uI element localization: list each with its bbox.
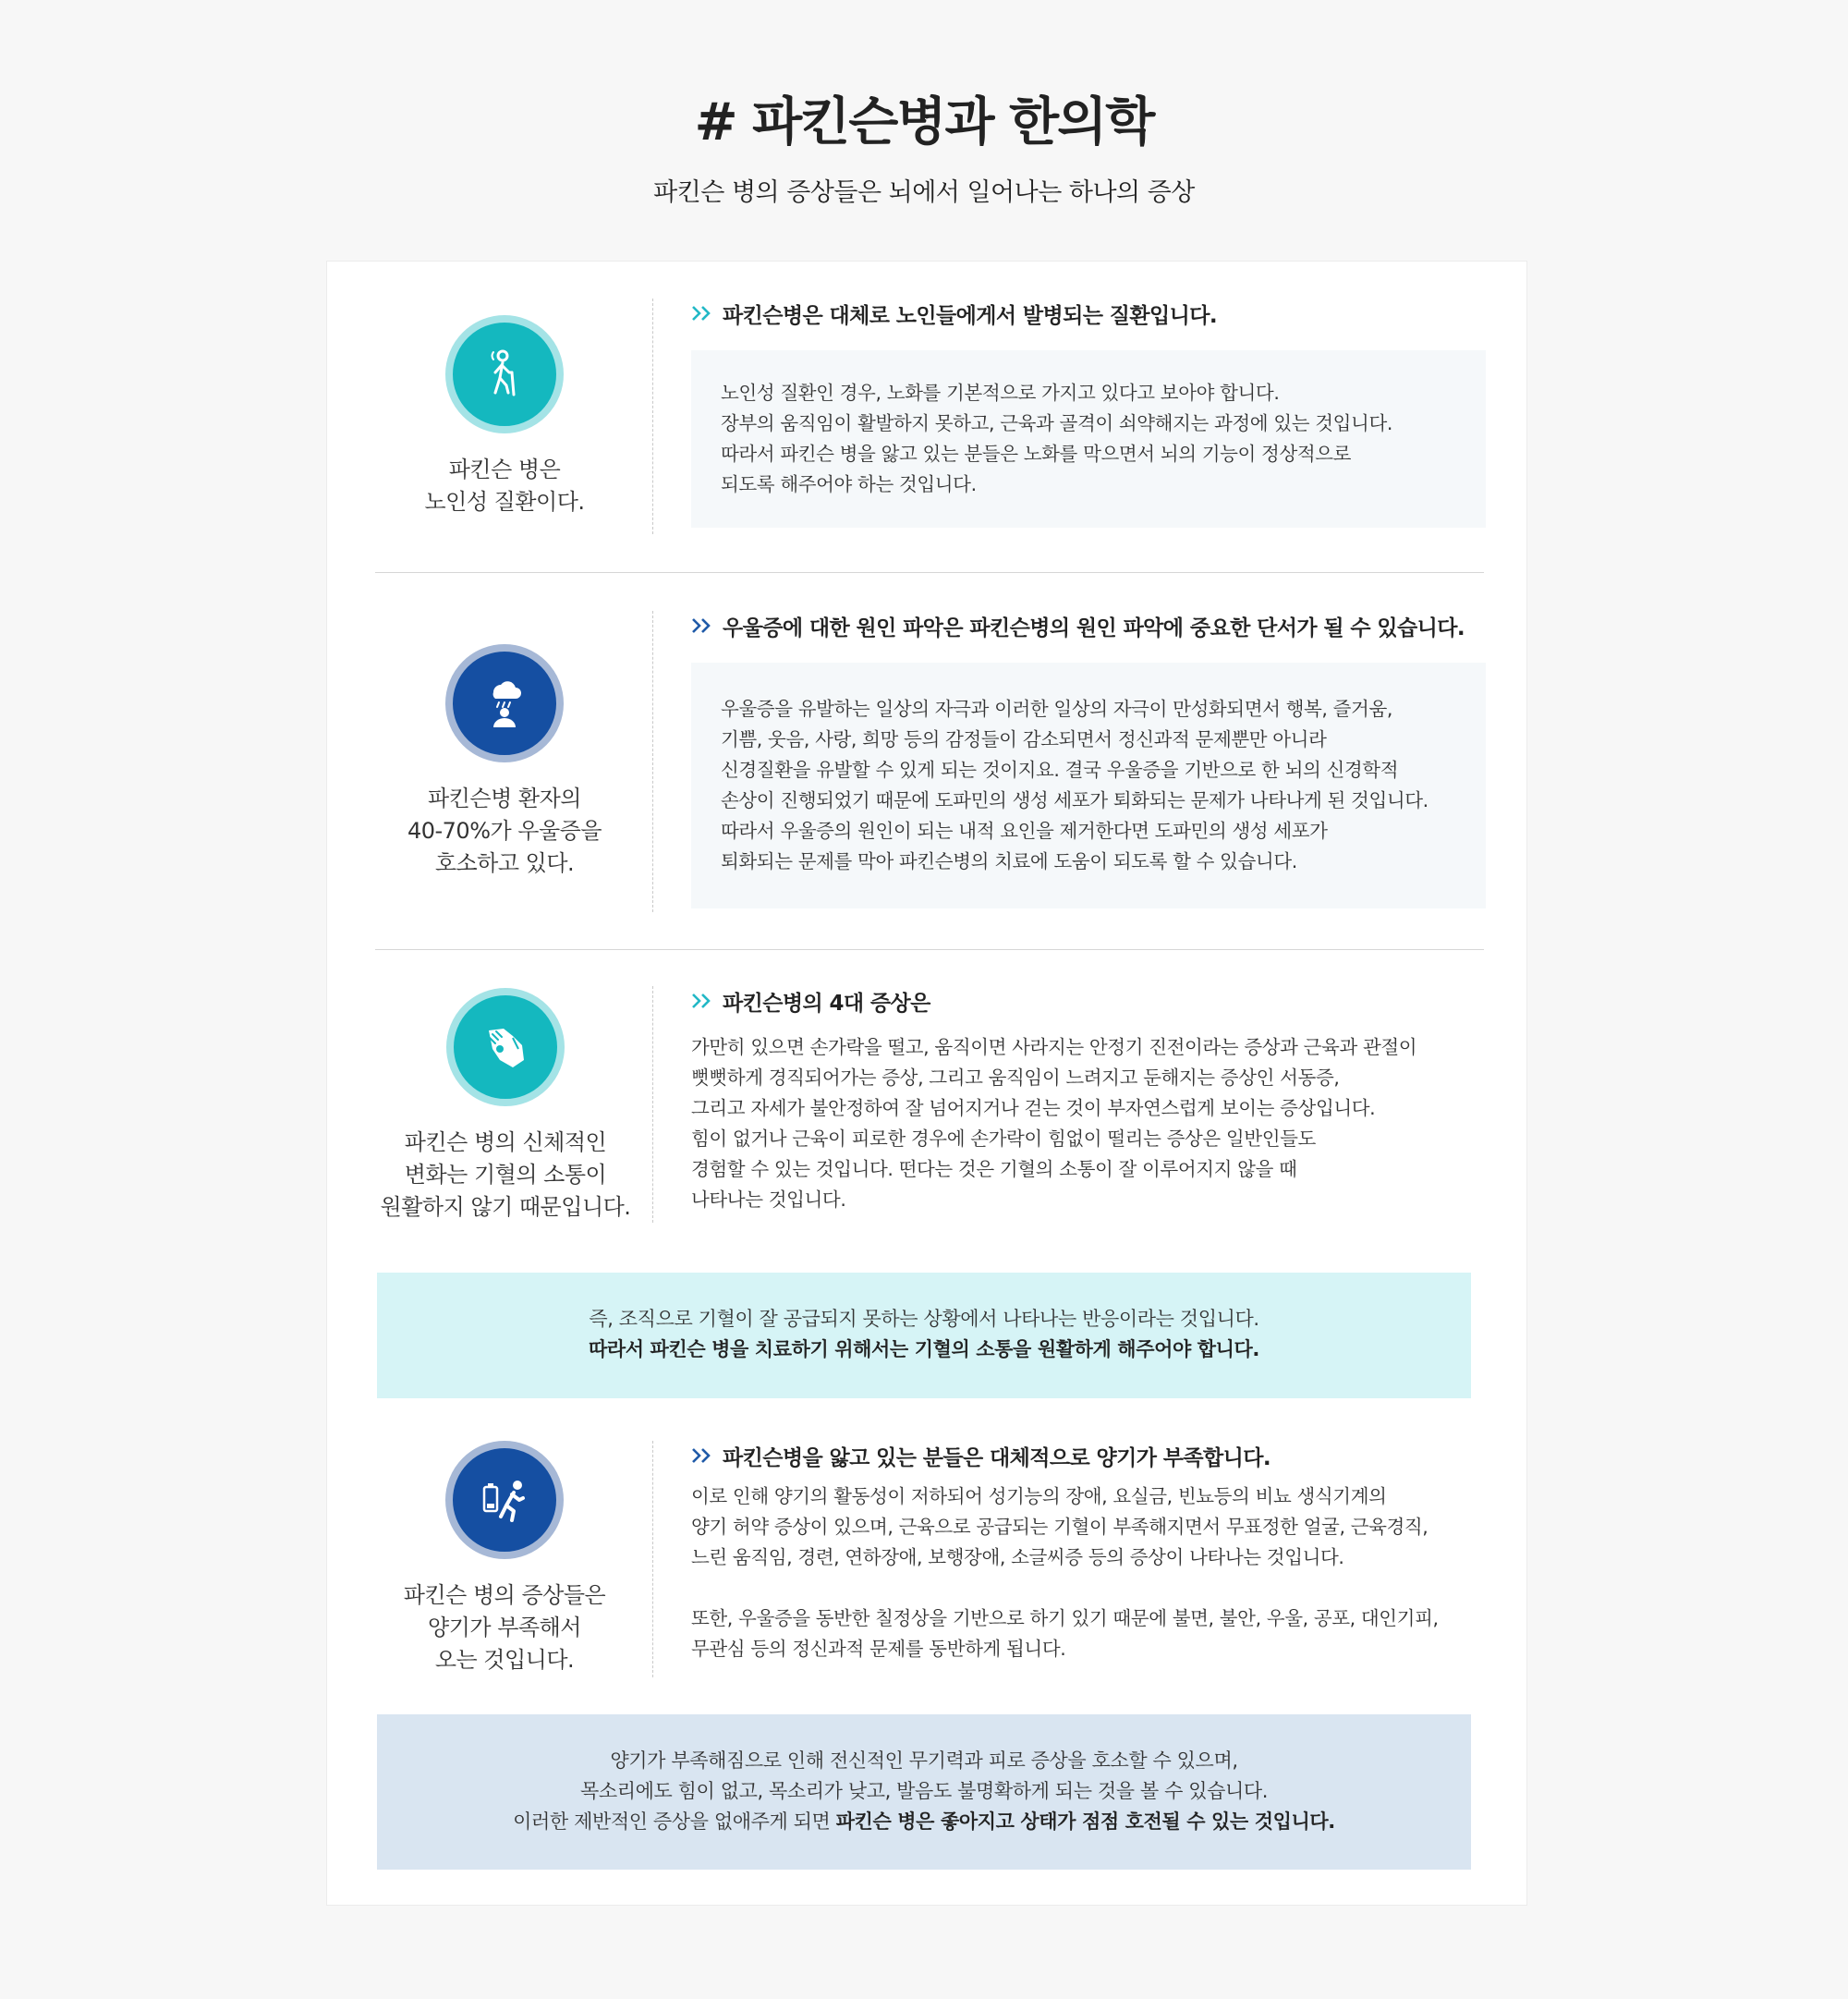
description-line: 따라서 우울증의 원인이 되는 내적 요인을 제거한다면 도파민의 생성 세포가: [721, 820, 1328, 842]
section-depression-heading: [691, 611, 1486, 640]
description-line: 양기 허약 증상이 있으며, 근육으로 공급되는 기혈이 부족해지면서 무표정한 얼굴, 근육경직,: [691, 1516, 1429, 1538]
divider-vertical: [652, 299, 653, 534]
page-subtitle: 파킨슨 병의 증상들은 뇌에서 일어나는 하나의 증상: [653, 178, 1195, 207]
double-chevron-icon: [691, 304, 713, 323]
section-yang-qi-heading: [691, 1441, 1486, 1470]
section-symptoms-heading: [691, 986, 1486, 1016]
section-aging-left: [375, 315, 634, 518]
section-yang-qi-left: [375, 1441, 634, 1676]
description-line: 노인성 질환인 경우, 노화를 기본적으로 가지고 있다고 보아야 합니다.: [721, 382, 1280, 404]
banner-line-mixed: [377, 1807, 1471, 1837]
section-yang-qi-description: [691, 1481, 1486, 1664]
description-line: 그리고 자세가 불안정하여 잘 넘어지거나 걷는 것이 부자연스럽게 보이는 증상입니다.: [691, 1097, 1376, 1119]
description-line: 손상이 진행되었기 때문에 도파민의 생성 세포가 퇴화되는 문제가 나타나게 된 것입니다.: [721, 789, 1429, 811]
description-line: 장부의 움직임이 활발하지 못하고, 근육과 골격이 쇠약해지는 과정에 있는 것입니다.: [721, 412, 1392, 434]
banner-line-bold: 파킨슨 병은 좋아지고 상태가 점점 호전될 수 있는 것입니다.: [835, 1810, 1335, 1833]
section-depression: [327, 611, 1528, 916]
section-symptoms-right: [691, 986, 1486, 1215]
section-yang-qi-label: 파킨슨 병의 증상들은 양기가 부족해서 오는 것입니다.: [403, 1582, 606, 1673]
description-line: 이로 인해 양기의 활동성이 저하되어 성기능의 장애, 요실금, 빈뇨등의 비뇨 생식기계의: [691, 1485, 1387, 1507]
description-line: 나타나는 것입니다.: [691, 1188, 846, 1211]
description-line: 신경질환을 유발할 수 있게 되는 것이지요. 결국 우울증을 기반으로 한 뇌의 신경학적: [721, 759, 1399, 781]
divider-vertical: [652, 1441, 653, 1677]
description-line: 뻣뻣하게 경직되어가는 증상, 그리고 움직임이 느려지고 둔해지는 증상인 서동증,: [691, 1067, 1340, 1089]
section-yang-qi-right: [691, 1441, 1486, 1664]
section-symptoms-description: [691, 1032, 1486, 1215]
double-chevron-icon: [691, 1446, 713, 1465]
section-depression-right: [691, 611, 1486, 908]
description-line: 경험할 수 있는 것입니다. 떤다는 것은 기혈의 소통이 잘 이루어지지 않을 때: [691, 1158, 1297, 1180]
banner-line-prefix: 이러한 제반적인 증상을 없애주게 되면: [513, 1810, 836, 1833]
description-line: 기쁨, 웃음, 사랑, 희망 등의 감정들이 감소되면서 정신과적 문제뿐만 아니라: [721, 728, 1327, 750]
elderly-with-cane-icon: [445, 315, 564, 433]
section-symptoms-left: [371, 988, 639, 1224]
banner-line: 양기가 부족해짐으로 인해 전신적인 무기력과 피로 증상을 호소할 수 있으며,: [610, 1749, 1238, 1772]
summary-banner-yang-qi: [377, 1714, 1471, 1870]
banner-line-bold: 따라서 파킨슨 병을 치료하기 위해서는 기혈의 소통을 원활하게 해주어야 합니다.: [588, 1338, 1259, 1360]
section-yang-qi: [327, 1441, 1528, 1681]
section-aging-label: 파킨슨 병은 노인성 질환이다.: [424, 457, 585, 515]
section-depression-heading-text: 우울증에 대한 원인 파악은 파킨슨병의 원인 파악에 중요한 단서가 될 수 있습니다.: [723, 616, 1465, 640]
depressed-person-rain-cloud-icon: [445, 644, 564, 762]
description-gap: [691, 1573, 1486, 1603]
section-aging: [327, 299, 1528, 515]
section-yang-qi-heading-text: 파킨슨병을 앓고 있는 분들은 대체적으로 양기가 부족합니다.: [723, 1445, 1271, 1470]
divider-vertical: [652, 611, 653, 912]
section-aging-description: [691, 350, 1486, 528]
section-aging-heading-text: 파킨슨병은 대체로 노인들에게서 발병되는 질환입니다.: [723, 303, 1217, 328]
summary-banner-qi-blood: [377, 1273, 1471, 1398]
description-line: 우울증을 유발하는 일상의 자극과 이러한 일상의 자극이 만성화되면서 행복, 즐거움,: [721, 698, 1392, 720]
double-chevron-icon: [691, 992, 713, 1010]
banner-line: 즉, 조직으로 기혈이 잘 공급되지 못하는 상황에서 나타나는 반응이라는 것입니다.: [589, 1308, 1259, 1330]
divider-vertical: [652, 986, 653, 1223]
section-symptoms: [327, 986, 1528, 1236]
section-depression-label: 파킨슨병 환자의 40-70%가 우울증을 호소하고 있다.: [407, 786, 602, 876]
description-line: 가만히 있으면 손가락을 떨고, 움직이면 사라지는 안정기 진전이라는 증상과 근육과 관절이: [691, 1036, 1417, 1058]
double-chevron-icon: [691, 616, 713, 635]
low-battery-tired-person-icon: [445, 1441, 564, 1559]
section-divider: [375, 949, 1484, 950]
description-line: 느린 움직임, 경련, 연하장애, 보행장애, 소글씨증 등의 증상이 나타나는 것입니다.: [691, 1546, 1344, 1568]
page-title: # 파킨슨병과 한의학: [694, 92, 1154, 152]
description-line: 또한, 우울증을 동반한 칠정상을 기반으로 하기 있기 때문에 불면, 불안, 우울, 공포, 대인기피,: [691, 1607, 1439, 1629]
banner-line: 목소리에도 힘이 없고, 목소리가 낮고, 발음도 불명확하게 되는 것을 볼 수 있습니다.: [579, 1780, 1269, 1802]
description-line: 힘이 없거나 근육이 피로한 경우에 손가락이 힘없이 떨리는 증상은 일반인들도: [691, 1127, 1316, 1150]
section-depression-description: [691, 663, 1486, 908]
trembling-hand-icon: [446, 988, 565, 1106]
section-depression-left: [375, 644, 634, 880]
description-line: 따라서 파킨슨 병을 앓고 있는 분들은 노화를 막으면서 뇌의 기능이 정상적으로: [721, 443, 1352, 465]
section-divider: [375, 572, 1484, 573]
section-aging-right: [691, 299, 1486, 528]
section-symptoms-label: 파킨슨 병의 신체적인 변화는 기혈의 소통이 원활하지 않기 때문입니다.: [380, 1129, 631, 1220]
section-aging-heading: [691, 299, 1486, 328]
description-line: 되도록 해주어야 하는 것입니다.: [721, 473, 977, 495]
description-line: 무관심 등의 정신과적 문제를 동반하게 됩니다.: [691, 1638, 1066, 1660]
section-symptoms-heading-text: 파킨슨병의 4대 증상은: [723, 991, 930, 1016]
content-card: [326, 261, 1527, 1906]
description-line: 퇴화되는 문제를 막아 파킨슨병의 치료에 도움이 되도록 할 수 있습니다.: [721, 850, 1297, 872]
